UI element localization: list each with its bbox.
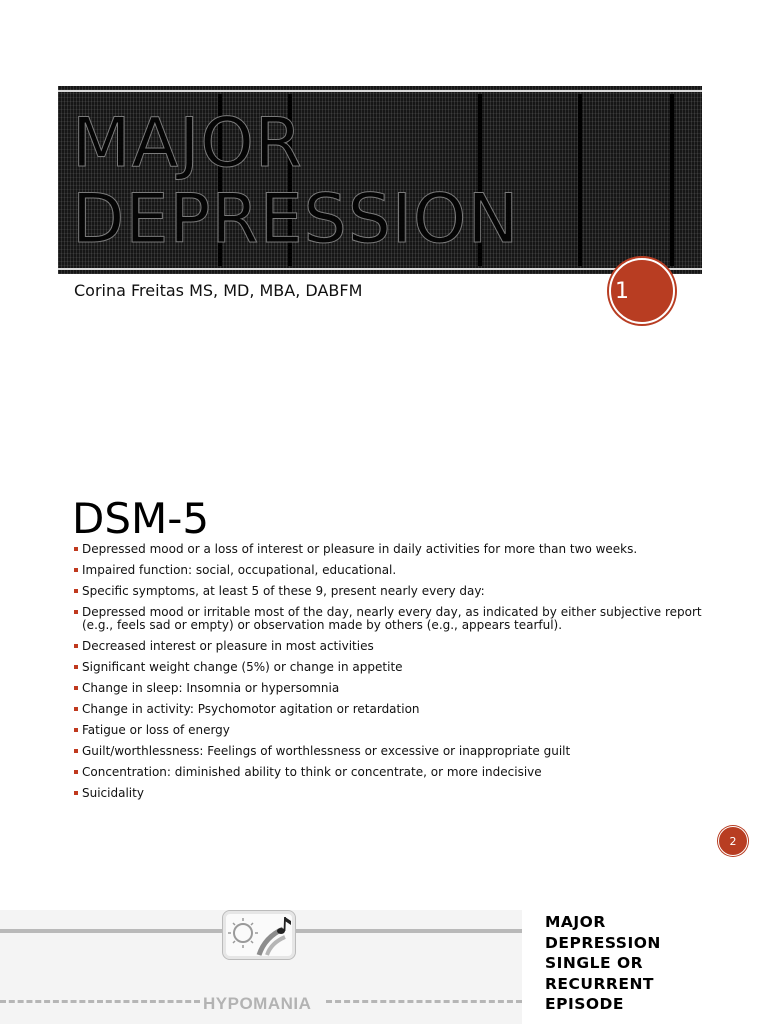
criteria-item: Change in activity: Psychomotor agitation or retardation (74, 703, 704, 716)
criteria-item: Specific symptoms, at least 5 of these 9, present nearly every day: (74, 585, 704, 598)
episode-heading-line: DEPRESSION (545, 933, 661, 952)
banner-texture-bar (578, 94, 582, 266)
episode-heading-line: RECURRENT (545, 974, 654, 993)
hypomania-dashed-line (0, 1000, 200, 1003)
hypomania-dashed-line (326, 1000, 522, 1003)
slide-number-badge: 1 (609, 258, 675, 324)
title-line-2: DEPRESSION (72, 180, 520, 259)
criteria-item: Decreased interest or pleasure in most activities (74, 640, 704, 653)
hypomania-label: HYPOMANIA (203, 994, 312, 1013)
criteria-item: Depressed mood or a loss of interest or pleasure in daily activities for more than two weeks. (74, 543, 704, 556)
dsm-title: DSM-5 (72, 494, 210, 543)
banner-top-rule (58, 90, 702, 92)
episode-heading (545, 912, 745, 1015)
slide-title (72, 106, 519, 258)
title-line-1: MAJOR (72, 104, 304, 183)
criteria-item: Depressed mood or irritable most of the day, nearly every day, as indicated by either subjective report (e.g., feels sad or empty) or observation made by others (e.g., appears tearful). (74, 606, 704, 632)
criteria-item: Significant weight change (5%) or change in appetite (74, 661, 704, 674)
title-banner (58, 86, 702, 274)
criteria-item: Concentration: diminished ability to think or concentrate, or more indecisive (74, 766, 704, 779)
criteria-item: Fatigue or loss of energy (74, 724, 704, 737)
criteria-item: Impaired function: social, occupational, educational. (74, 564, 704, 577)
episode-heading-line: EPISODE (545, 995, 625, 1013)
sun-music-icon (222, 910, 296, 960)
criteria-item: Suicidality (74, 787, 704, 800)
criteria-list (74, 543, 704, 808)
criteria-item: Change in sleep: Insomnia or hypersomnia (74, 682, 704, 695)
episode-heading-line: MAJOR (545, 913, 606, 931)
banner-texture-bar (670, 94, 674, 266)
mood-timeline-diagram (0, 910, 522, 1024)
banner-bottom-rule (58, 268, 702, 270)
criteria-item: Guilt/worthlessness: Feelings of worthlessness or excessive or inappropriate guilt (74, 745, 704, 758)
author-subtitle: Corina Freitas MS, MD, MBA, DABFM (74, 281, 363, 300)
slide-number-badge: 2 (718, 826, 748, 856)
episode-heading-line: SINGLE OR (545, 954, 644, 972)
